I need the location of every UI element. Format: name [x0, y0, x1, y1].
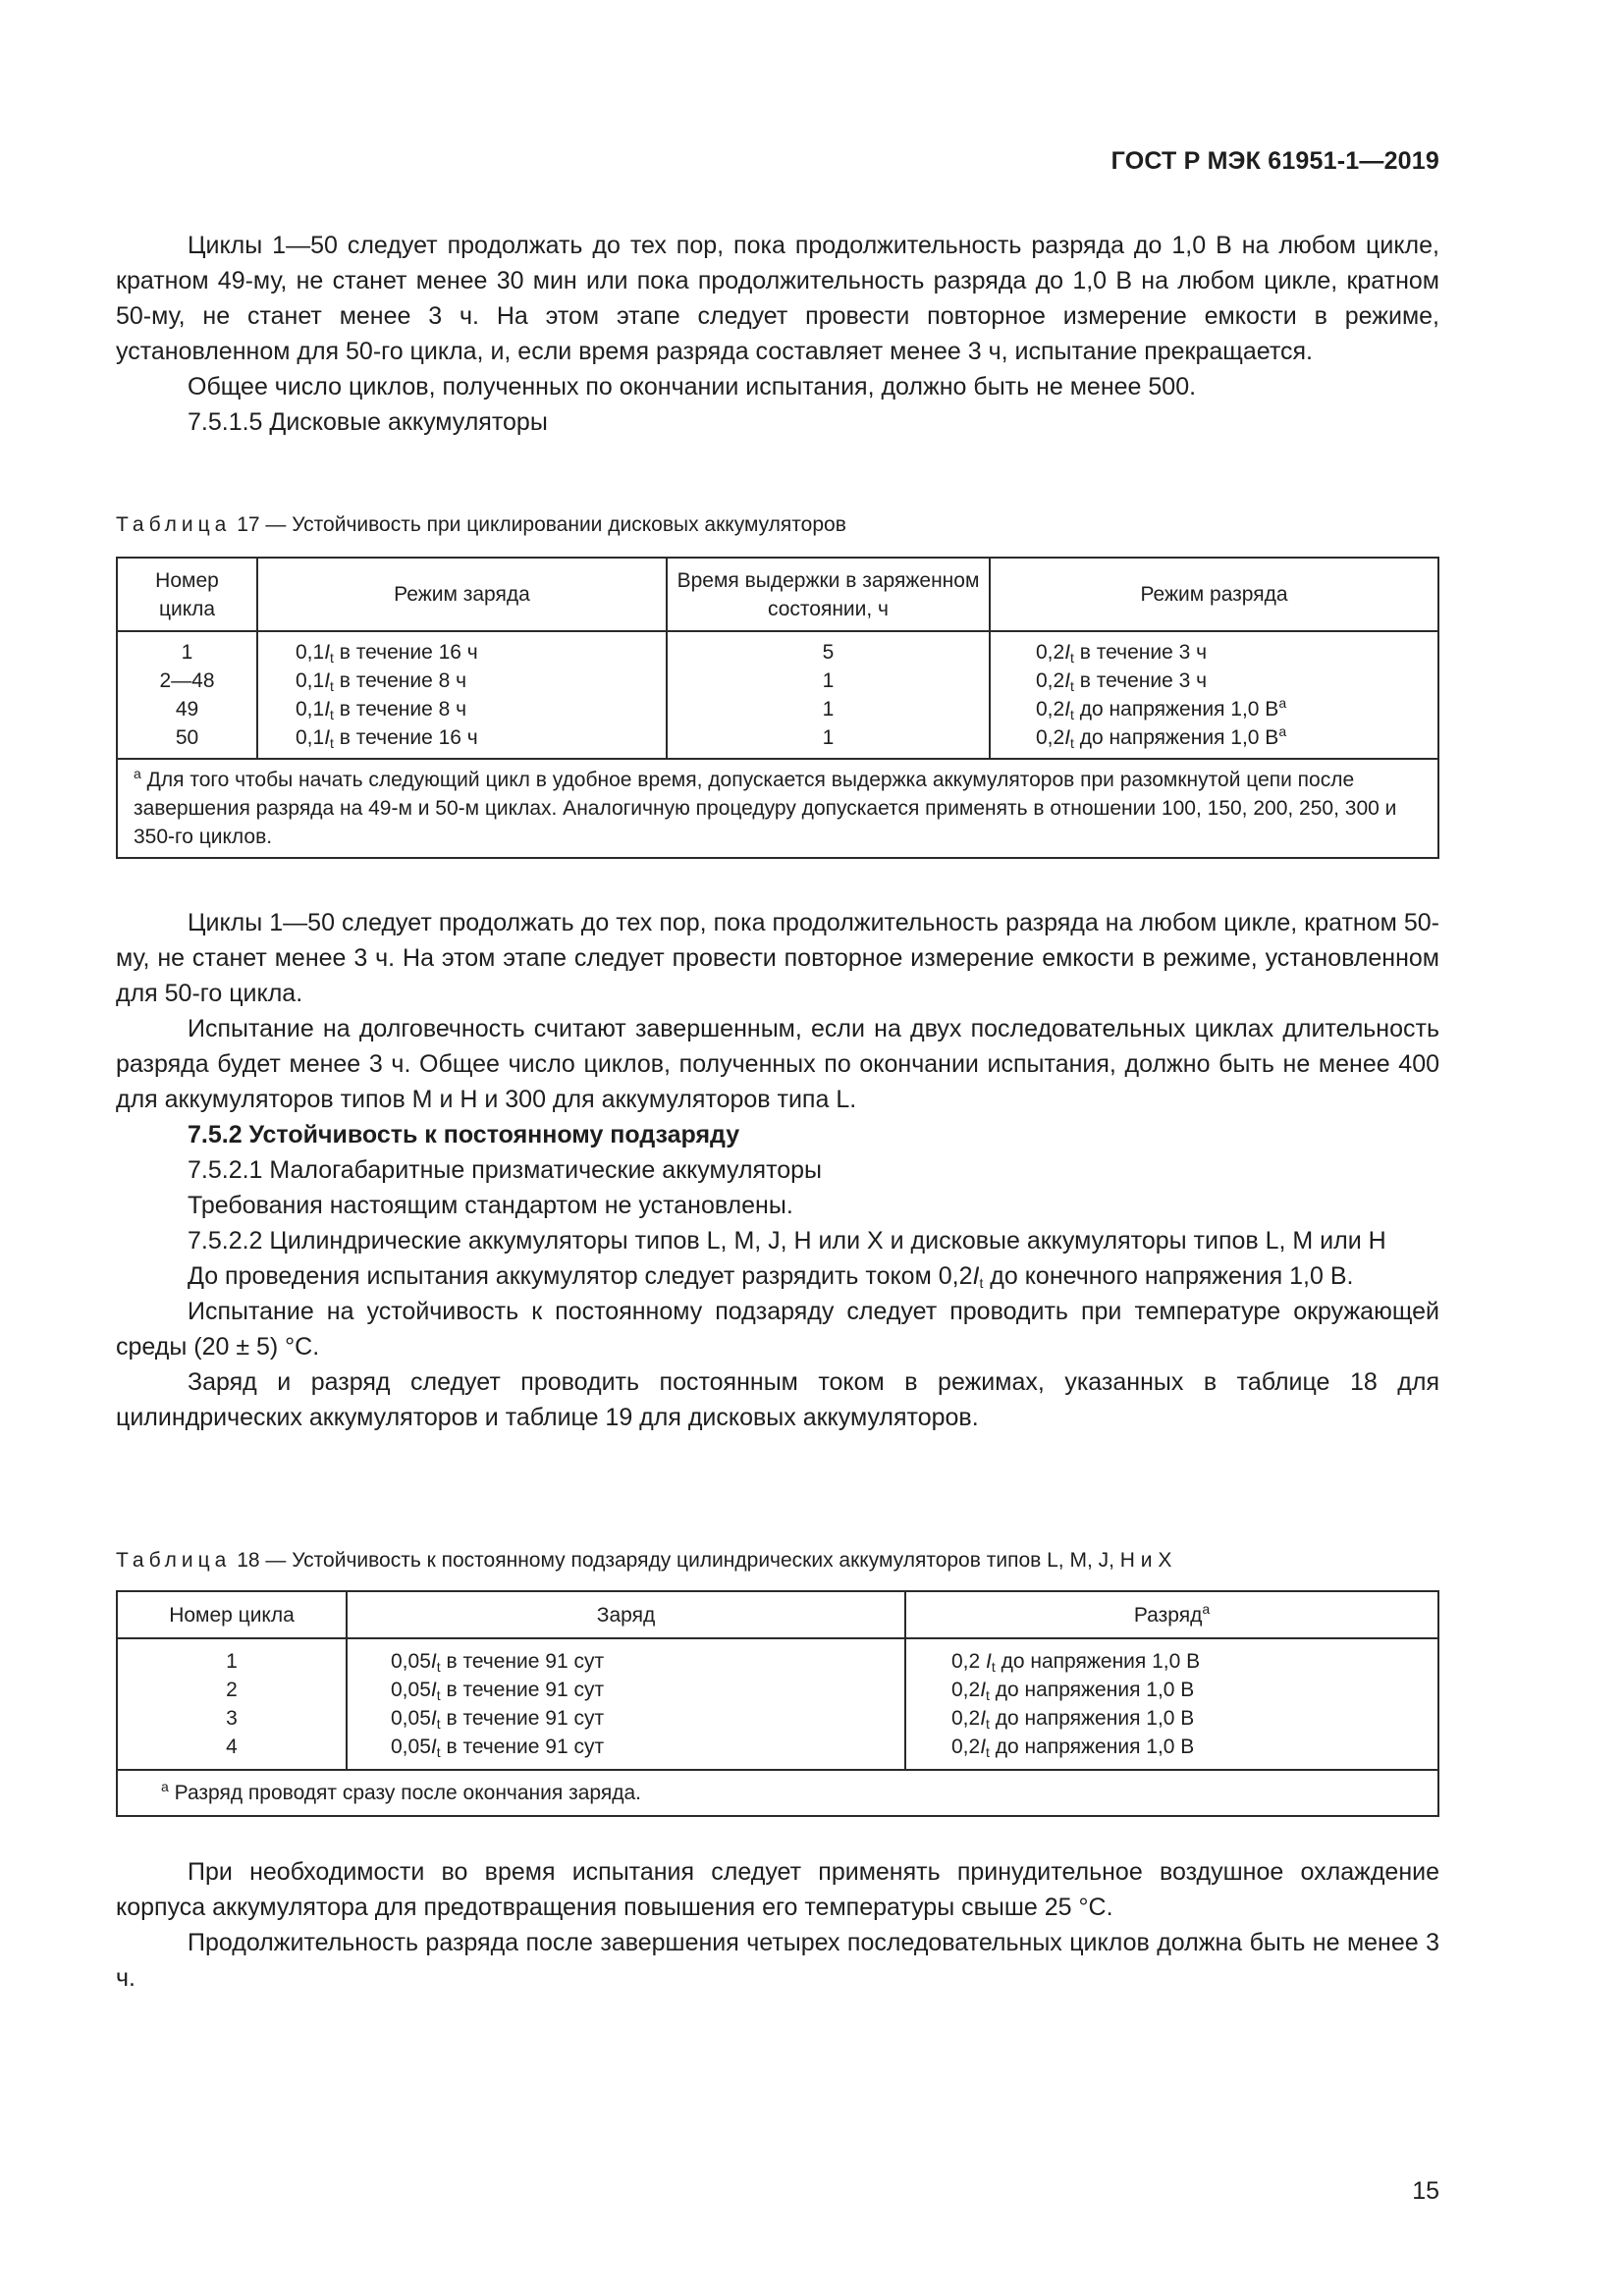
table18-footnote: $^а$ Разряд проводят сразу после окончания заряда. — [117, 1770, 1438, 1816]
table-cell: 0,2 $I_t$ до напряжения 1,0 В — [951, 1650, 1201, 1675]
table17-header-cycle: Номер цикла — [117, 558, 257, 631]
table-cell: $0,2I_t$ в течение 3 ч — [1036, 669, 1208, 694]
table17-header-charge: Режим заряда — [257, 558, 667, 631]
table-cell: 2—48 — [159, 669, 215, 692]
table18-col-discharge — [905, 1638, 1438, 1770]
text-block-top — [116, 228, 1439, 440]
paragraph: 7.5.1.5 Дисковые аккумуляторы — [188, 408, 548, 436]
table18-col-charge — [347, 1638, 905, 1770]
table18-block — [116, 1543, 1439, 1817]
paragraph: До проведения испытания аккумулятор следует разрядить током $0,2I_t$ до конечного напряжения 1,0 В. — [188, 1262, 1354, 1291]
table17-caption-text: 17 — Устойчивость при циклировании дисковых аккумуляторов — [237, 513, 846, 536]
table-cell: 4 — [226, 1735, 238, 1758]
table17-header-hold: Время выдержки в заряженном состоянии, ч — [667, 558, 990, 631]
table17-col-discharge — [990, 631, 1438, 759]
table18-header-discharge: Разряд$^а$ — [905, 1591, 1438, 1638]
table-cell: $0,2I_t$ до напряжения 1,0 $В^а$ — [1036, 723, 1287, 751]
table-cell: 50 — [175, 726, 199, 749]
table-cell: $0,05I_t$ в течение 91 сут — [391, 1650, 605, 1675]
table-cell: 1 — [181, 641, 193, 664]
paragraph: Испытание на устойчивость к постоянному подзаряду следует проводить при температуре окружающей среды (20 ± 5) °С. — [116, 1298, 1439, 1361]
paragraph: Требования настоящим стандартом не установлены. — [188, 1192, 793, 1219]
table-cell: $0,2I_t$ в течение 3 ч — [1036, 641, 1208, 666]
paragraph: Циклы 1—50 следует продолжать до тех пор, пока продолжительность разряда до 1,0 В на любом цикле, кратном 49-му, не станет менее 30 мин или пока продолжительность разряда до 1,0 В на любом цикле, кратном 50-му, не станет менее 3 ч. На этом этапе следует провести повторное измерение емкости в режиме, установленном для 50-го цикла, и, если время разряда составляет менее 3 ч, испытание прекращается. — [116, 232, 1439, 365]
table18-caption-prefix: Таблица — [116, 1549, 232, 1572]
table-cell: 49 — [175, 698, 199, 721]
page-number: 15 — [1412, 2177, 1439, 2205]
table17-caption — [116, 507, 1439, 543]
table-cell: $0,05I_t$ в течение 91 сут — [391, 1735, 605, 1760]
table18-header-charge: Заряд — [347, 1591, 905, 1638]
table-cell: $0,2I_t$ до напряжения 1,0 В — [951, 1679, 1195, 1703]
table18-header-cycle: Номер цикла — [117, 1591, 347, 1638]
paragraph: 7.5.2.1 Малогабаритные призматические аккумуляторы — [188, 1156, 823, 1184]
table-cell: 2 — [226, 1679, 238, 1701]
table-cell: $0,2I_t$ до напряжения 1,0 В — [951, 1735, 1195, 1760]
paragraph: Циклы 1—50 следует продолжать до тех пор, пока продолжительность разряда на любом цикле, кратном 50-му, не станет менее 3 ч. На этом этапе следует провести повторное измерение емкости в режиме, установленном для 50-го цикла. — [116, 909, 1439, 1007]
table-cell: $0,1I_t$ в течение 8 ч — [296, 669, 467, 694]
section-heading: 7.5.2 Устойчивость к постоянному подзаряду — [188, 1121, 740, 1148]
table17-col-cycle — [117, 631, 257, 759]
table-cell: 1 — [226, 1650, 238, 1673]
paragraph: Испытание на долговечность считают завершенным, если на двух последовательных циклах длительность разряда будет менее 3 ч. Общее число циклов, полученных по окончании испытания, должно быть не менее 400 для аккумуляторов типов M и H и 300 для аккумуляторов типа L. — [116, 1015, 1439, 1113]
table-cell: 3 — [226, 1707, 238, 1730]
table18-caption-text: 18 — Устойчивость к постоянному подзаряду цилиндрических аккумуляторов типов L, M, J, H и X — [237, 1549, 1172, 1572]
table17-footnote: $^а$ Для того чтобы начать следующий цикл в удобное время, допускается выдержка аккумуляторов при разомкнутой цепи после завершения разряда на 49-м и 50-м циклах. Аналогичную процедуру допускается применять в отношении 100, 150, 200, 250, 300 и 350-го циклов. — [117, 759, 1438, 858]
table-cell: $0,05I_t$ в течение 91 сут — [391, 1679, 605, 1703]
text-block-mid — [116, 905, 1439, 1435]
table-cell: 1 — [822, 726, 835, 749]
table17-col-hold — [667, 631, 990, 759]
paragraph: 7.5.2.2 Цилиндрические аккумуляторы типов L, M, J, H или X и дисковые аккумуляторы типов L, M или H — [188, 1227, 1386, 1255]
table18 — [116, 1590, 1439, 1817]
table17-caption-prefix: Таблица — [116, 513, 232, 536]
paragraph: Общее число циклов, полученных по окончании испытания, должно быть не менее 500. — [188, 373, 1197, 400]
document-header: ГОСТ Р МЭК 61951-1—2019 — [1110, 147, 1439, 175]
table-cell: $0,1I_t$ в течение 8 ч — [296, 698, 467, 722]
table17-block — [116, 507, 1439, 859]
table18-caption — [116, 1543, 1439, 1578]
table-cell: $0,05I_t$ в течение 91 сут — [391, 1707, 605, 1732]
table17 — [116, 557, 1439, 859]
table17-header-discharge: Режим разряда — [990, 558, 1438, 631]
table18-col-cycle — [117, 1638, 347, 1770]
table-cell: $0,2I_t$ до напряжения 1,0 В — [951, 1707, 1195, 1732]
paragraph: Заряд и разряд следует проводить постоянным током в режимах, указанных в таблице 18 для цилиндрических аккумуляторов и таблице 19 для дисковых аккумуляторов. — [116, 1368, 1439, 1431]
table-cell: 5 — [822, 641, 835, 664]
text-block-bottom — [116, 1854, 1439, 1996]
table-cell: $0,1I_t$ в течение 16 ч — [296, 726, 478, 751]
table-cell: 1 — [822, 669, 835, 692]
table-cell: $0,1I_t$ в течение 16 ч — [296, 641, 478, 666]
table-cell: 1 — [822, 698, 835, 721]
table-cell: $0,2I_t$ до напряжения 1,0 $В^а$ — [1036, 695, 1287, 722]
paragraph: Продолжительность разряда после завершения четырех последовательных циклов должна быть не менее 3 ч. — [116, 1929, 1439, 1992]
paragraph: При необходимости во время испытания следует применять принудительное воздушное охлаждение корпуса аккумулятора для предотвращения повышения его температуры свыше 25 °С. — [116, 1858, 1439, 1921]
table17-col-charge — [257, 631, 667, 759]
